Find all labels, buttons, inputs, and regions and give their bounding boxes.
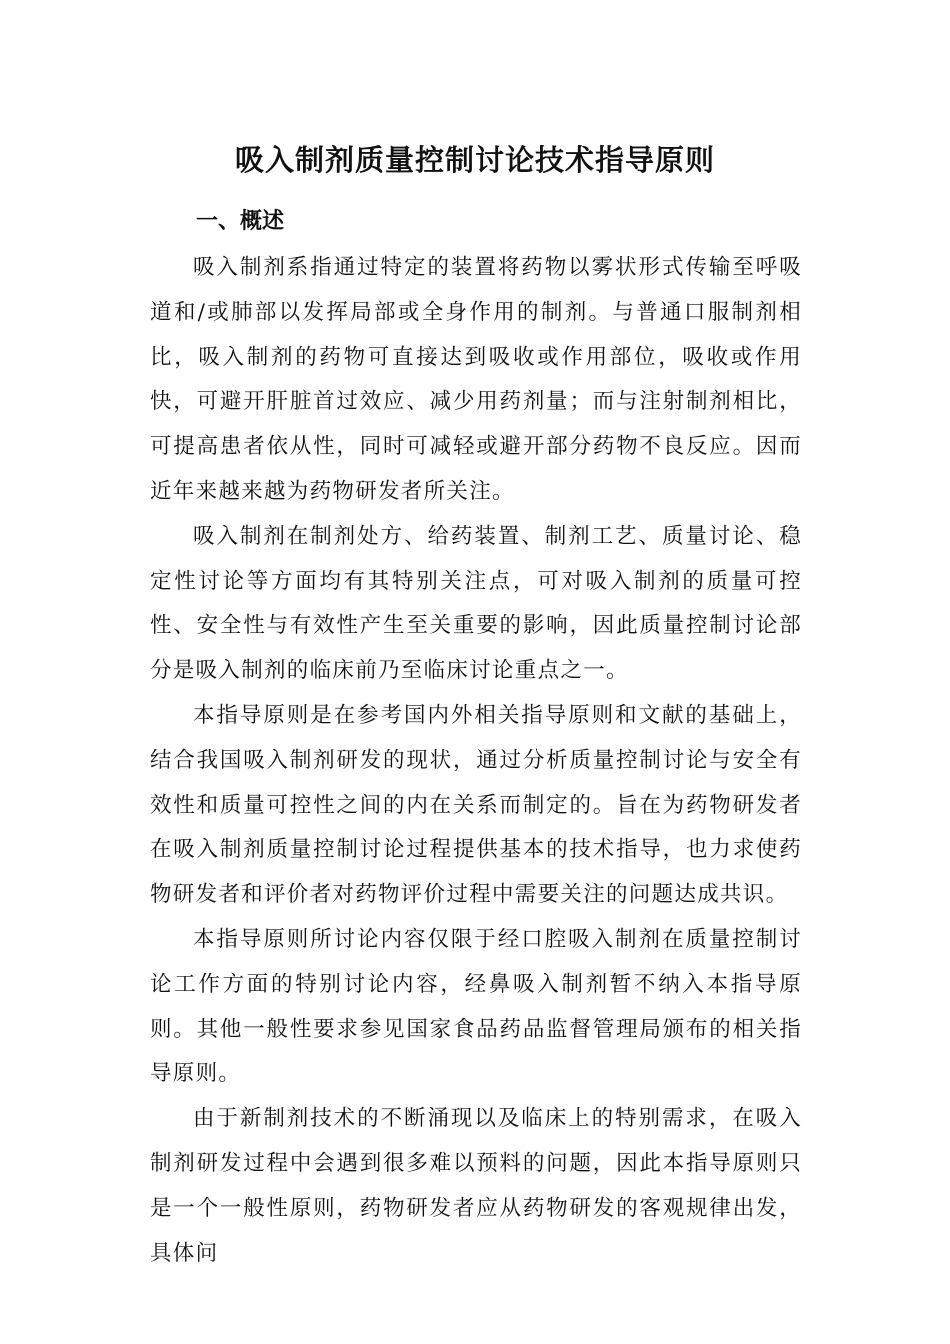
paragraph: 吸入制剂系指通过特定的装置将药物以雾状形式传输至呼吸道和/或肺部以发挥局部或全身作用的制剂。与普通口服制剂相比，吸入制剂的药物可直接达到吸收或作用部位，吸收或作用快，可避开肝脏首过效应、减少用药剂量；而与注射制剂相比，可提高患者依从性，同时可减轻或避开部分药物不良反应。因而近年来越来越为药物研发者所关注。 [150,255,802,504]
paragraph: 由于新制剂技术的不断涌现以及临床上的特别需求，在吸入制剂研发过程中会遇到很多难以预料的问题，因此本指导原则只是一个一般性原则，药物研发者应从药物研发的客观规律出发，具体问 [150,1106,802,1266]
body-text [150,246,802,1276]
section-heading: 一、概述 [196,209,285,234]
paragraph: 本指导原则所讨论内容仅限于经口腔吸入制剂在质量控制讨论工作方面的特别讨论内容，经鼻吸入制剂暂不纳入本指导原则。其他一般性要求参见国家食品药品监督管理局颁布的相关指导原则。 [150,926,802,1087]
document-title: 吸入制剂质量控制讨论技术指导原则 [234,143,715,177]
paragraph: 本指导原则是在参考国内外相关指导原则和文献的基础上，结合我国吸入制剂研发的现状，通过分析质量控制讨论与安全有效性和质量可控性之间的内在关系而制定的。旨在为药物研发者在吸入制剂质量控制讨论过程提供基本的技术指导，也力求使药物研发者和评价者对药物评价过程中需要关注的问题达成共识。 [150,702,802,908]
paragraph: 吸入制剂在制剂处方、给药装置、制剂工艺、质量讨论、稳定性讨论等方面均有其特别关注点，可对吸入制剂的质量可控性、安全性与有效性产生至关重要的影响，因此质量控制讨论部分是吸入制剂的临床前乃至临床讨论重点之一。 [150,523,802,684]
